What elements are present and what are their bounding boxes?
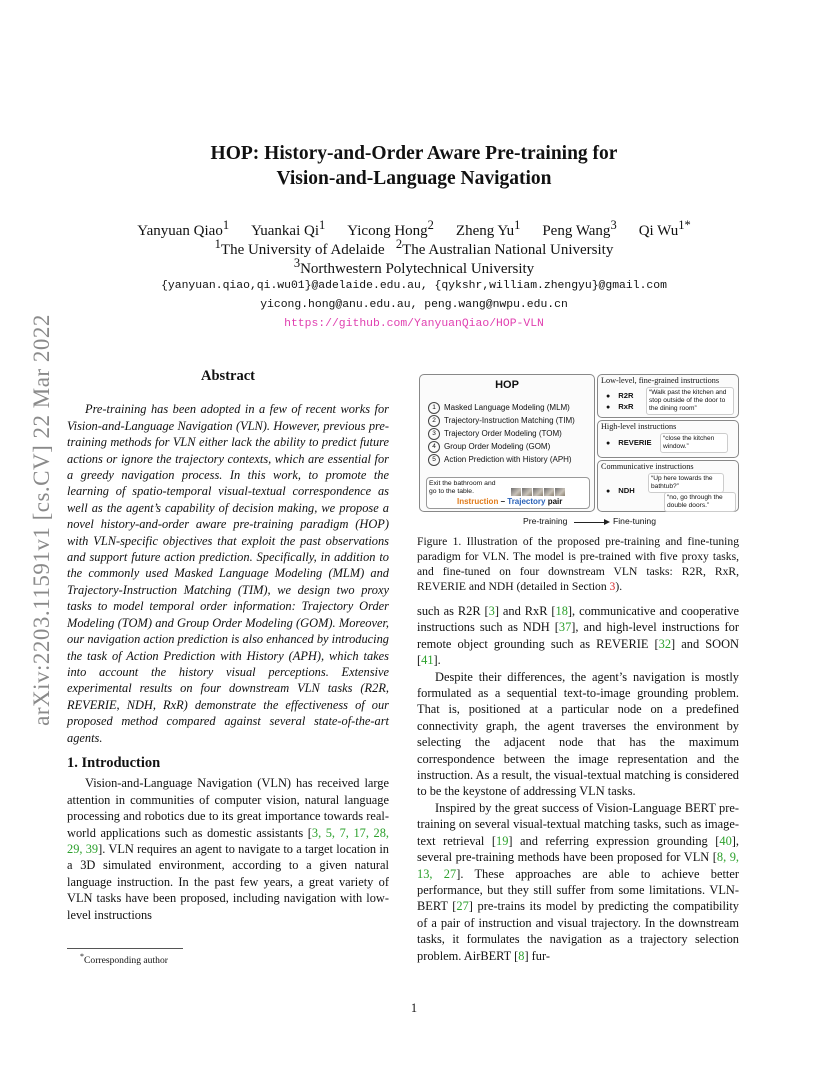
author-name-text: Yanyuan Qiao [137, 223, 223, 239]
intro-paragraph [67, 775, 389, 923]
communicative-box [597, 460, 739, 512]
right-paragraph-3 [417, 800, 739, 964]
author-name-text: Qi Wu [638, 223, 679, 239]
citation-link[interactable]: 3, 5, 7, 17, 28, 29, 39 [67, 825, 389, 856]
body-text: ] pre-trains its model by predicting the compatibility of a pair of instruction and visual trajectory. In the downstream tasks, it formulates the navigation as a trajectory selection problem. AirBERT [ [417, 899, 739, 963]
caption-text: ). [615, 580, 623, 593]
proxy-task-mlm [428, 402, 570, 414]
citation-link[interactable]: 18 [555, 604, 568, 618]
task-ndh: ● NDH [606, 486, 635, 495]
pair-label [457, 497, 562, 506]
low-level-box [597, 374, 739, 418]
body-text: ] fur- [524, 948, 551, 963]
figure-caption [417, 534, 739, 594]
author-affiliation-sup: 1 [318, 218, 326, 232]
citation-link[interactable]: 32 [658, 636, 672, 651]
intro-text: Vision-and-Language Navigation (VLN) has received large attention in communities of computer vision, natural language processing and robotics due to its great importance towards real-world applications such as domestic assistants [ [67, 776, 389, 840]
author-name-text: Zheng Yu [455, 223, 515, 239]
page-number: 1 [410, 1001, 418, 1015]
low-level-header: Low-level, fine-grained instructions [601, 376, 719, 385]
panorama-thumbnail [544, 488, 554, 496]
section-ref-link[interactable]: 3 [609, 580, 616, 593]
author-name-text: Yuankai Qi [251, 223, 319, 239]
affiliation-line-2 [0, 256, 828, 278]
task-reverie: ● REVERIE [606, 438, 652, 447]
author-affiliation-sup: 1* [678, 218, 691, 232]
proxy-task-aph [428, 454, 572, 466]
instruction-trajectory-pair [426, 477, 590, 509]
body-text: ], several pre-training methods have been proposed for VLN [ [417, 833, 739, 865]
trajectory-thumbnails [511, 483, 569, 491]
pair-label-dash: – [498, 497, 508, 506]
panorama-thumbnail [533, 488, 543, 496]
footnote-mark: * [80, 952, 84, 961]
circled-number: 4 [428, 441, 440, 453]
circled-number: 2 [428, 415, 440, 427]
high-level-quote: “close the kitchen window.” [660, 433, 728, 453]
proxy-task-label: Trajectory-Instruction Matching (TIM) [444, 416, 575, 426]
author-affiliation-sup: 1 [222, 218, 230, 232]
communicative-header: Communicative instructions [601, 462, 694, 471]
author-affiliation-sup: 1 [514, 218, 521, 232]
title-line-1: HOP: History-and-Order Aware Pre-training for [210, 143, 618, 164]
citation-link[interactable]: 8 [518, 948, 525, 963]
right-column-body [417, 603, 739, 964]
citation-link[interactable]: 40 [719, 833, 732, 848]
email-line-1: {yanyuan.qiao,qi.wu01}@adelaide.edu.au, {qykshr,william.zhengyu}@gmail.com [161, 280, 667, 292]
figure-1 [417, 372, 739, 530]
hop-box [419, 374, 595, 512]
affiliation-sup: 3 [293, 256, 301, 270]
arxiv-id: arXiv:2203.11591v1 [cs.CV] 22 Mar 2022 [29, 314, 54, 726]
footnote-text: Corresponding author [84, 955, 168, 967]
caption-text: Figure 1. Illustration of the proposed pre-training and fine-tuning paradigm for VLN. The model is pre-trained with five proxy tasks, and fine-tuned on four downstream VLN tasks: R2R, RxR, REVERIE and NDH (detailed in Section [417, 535, 739, 593]
right-paragraph-2: Despite their differences, the agent’s navigation is mostly formulated as a sequential text-to-image grounding problem. That is, positioned at a particular node on a predefined connectivity graph, the agent traverses the environment by selecting the adjacent node that has the maximum correspondence between the image representation and the instruction. As a result, the visual-textual matching is considered to be the keystone of addressing VLN tasks. [417, 669, 739, 799]
ndh-quote-question: “Up here towards the bathtub?” [648, 473, 724, 493]
low-level-quote: “Walk past the kitchen and stop outside of the door to the dining room” [646, 387, 734, 415]
arrow-icon [574, 522, 608, 523]
circled-number: 3 [428, 428, 440, 440]
affiliation-anu: The Australian National University [402, 242, 614, 258]
body-text: Inspired by the great success of Vision-Language BERT pre-training on several visual-textual matching tasks, such as image-text retrieval [ [417, 800, 739, 848]
right-paragraph-1 [417, 603, 739, 669]
left-column [67, 368, 389, 923]
citation-link[interactable]: 3 [488, 604, 495, 618]
abstract-heading: Abstract [201, 368, 255, 384]
circled-number: 5 [428, 454, 440, 466]
affiliation-sup: 1 [214, 237, 221, 251]
footnote [80, 952, 168, 966]
task-rxr: ● RxR [606, 402, 633, 411]
body-text: ] and referring expression grounding [ [508, 833, 720, 848]
citation-link[interactable]: 8, 9, 13, 27 [417, 850, 739, 881]
panorama-thumbnail [522, 488, 532, 496]
body-text: ], and high-level instructions for remote object grounding such as REVERIE [ [417, 620, 739, 651]
proxy-task-label: Trajectory Order Modeling (TOM) [444, 429, 562, 439]
pair-label-trajectory: Trajectory [507, 497, 546, 506]
author-name-text: Peng Wang [542, 223, 611, 239]
body-text: ] and RxR [ [494, 604, 556, 618]
high-level-box [597, 420, 739, 458]
proxy-task-gom [428, 441, 550, 453]
pair-instruction-line: Exit the bathroom and [429, 480, 496, 487]
proxy-task-tim [428, 415, 575, 427]
email-line-2: yicong.hong@anu.edu.au, peng.wang@nwpu.edu.cn [260, 299, 568, 311]
hop-title: HOP [495, 379, 519, 391]
affiliation-nwpu: Northwestern Polytechnical University [300, 261, 535, 277]
body-text: ], communicative and cooperative instructions such as NDH [ [417, 604, 739, 635]
footnote-rule [67, 948, 183, 949]
pair-label-instruction: Instruction [457, 497, 499, 506]
finetuning-label: Fine-tuning [613, 516, 656, 526]
author-affiliation-sup: 3 [610, 218, 617, 232]
arxiv-sidebar-stamp [22, 280, 62, 760]
citation-link[interactable]: 27 [456, 899, 469, 914]
author-name-text: Yicong Hong [347, 223, 428, 239]
panorama-thumbnail [555, 488, 565, 496]
high-level-header: High-level instructions [601, 422, 677, 431]
abstract-text: Pre-training has been adopted in a few of recent works for Vision-and-Language Navigation (VLN). However, previous pre-training methods for VLN either lack the ability to predict future actions or ignore the trajectory contexts, which are essential for a greedy navigation process. In this work, to promote the learning of spatio-temporal visual-textual correspondence as well as the agent’s capability of decision making, we propose a novel history-and-order aware pre-training paradigm (HOP) with VLN-specific objectives that exploit the past observations and support future action prediction. Specifically, in addition to the commonly used Masked Language Modeling (MLM) and Trajectory-Instruction Matching (TIM), we design two proxy tasks to model temporal order information: Trajectory Order Modeling (TOM) and Group Order Modeling (GOM). Moreover, our navigation action prediction is also enhanced by introducing the task of Action Prediction with History (APH), which takes into account the history visual perceptions. Extensive experimental results on four downstream VLN tasks (R2R, REVERIE, NDH, RxR) demonstrate the effectiveness of our proposed method compared against several state-of-the-art agents. [67, 402, 389, 745]
body-text: ]. These approaches are able to achieve better performance, but they still suffer from some limitations. VLN-BERT [ [417, 866, 740, 914]
proxy-task-label: Group Order Modeling (GOM) [444, 442, 551, 452]
pair-instruction-line: go to the table. [429, 488, 474, 495]
proxy-task-tom [428, 428, 562, 440]
task-r2r: ● R2R [606, 391, 633, 400]
ndh-quote-answer: “no, go through the double doors.” [664, 492, 736, 512]
intro-text: ]. VLN requires an agent to navigate to a target location in a 3D simulated environment, according to a given natural language instruction. In the past few years, a great variety of VLN tasks have been proposed, including navigation with low-level instructions [67, 841, 389, 922]
affiliation-adelaide: The University of Adelaide [220, 242, 385, 258]
body-text: ] and SOON [ [417, 636, 739, 668]
pair-instruction [429, 480, 496, 496]
body-text: such as R2R [ [417, 604, 489, 618]
panorama-thumbnail [511, 488, 521, 496]
citation-link[interactable]: 37 [558, 620, 572, 635]
author-affiliation-sup: 2 [427, 218, 434, 232]
proxy-task-label: Action Prediction with History (APH) [444, 455, 572, 465]
pretraining-label: Pre-training [523, 516, 568, 526]
affiliation-sup: 2 [395, 237, 403, 251]
paper-title [0, 141, 828, 191]
circled-number: 1 [428, 402, 440, 414]
title-line-2: Vision-and-Language Navigation [276, 168, 552, 189]
pair-label-pair: pair [545, 497, 563, 506]
body-text: ]. [433, 653, 441, 668]
citation-link[interactable]: 41 [421, 653, 434, 668]
proxy-task-label: Masked Language Modeling (MLM) [444, 403, 570, 413]
github-link[interactable]: https://github.com/YanyuanQiao/HOP-VLN [284, 318, 544, 330]
citation-link[interactable]: 19 [496, 833, 509, 848]
intro-heading: 1. Introduction [67, 754, 161, 771]
